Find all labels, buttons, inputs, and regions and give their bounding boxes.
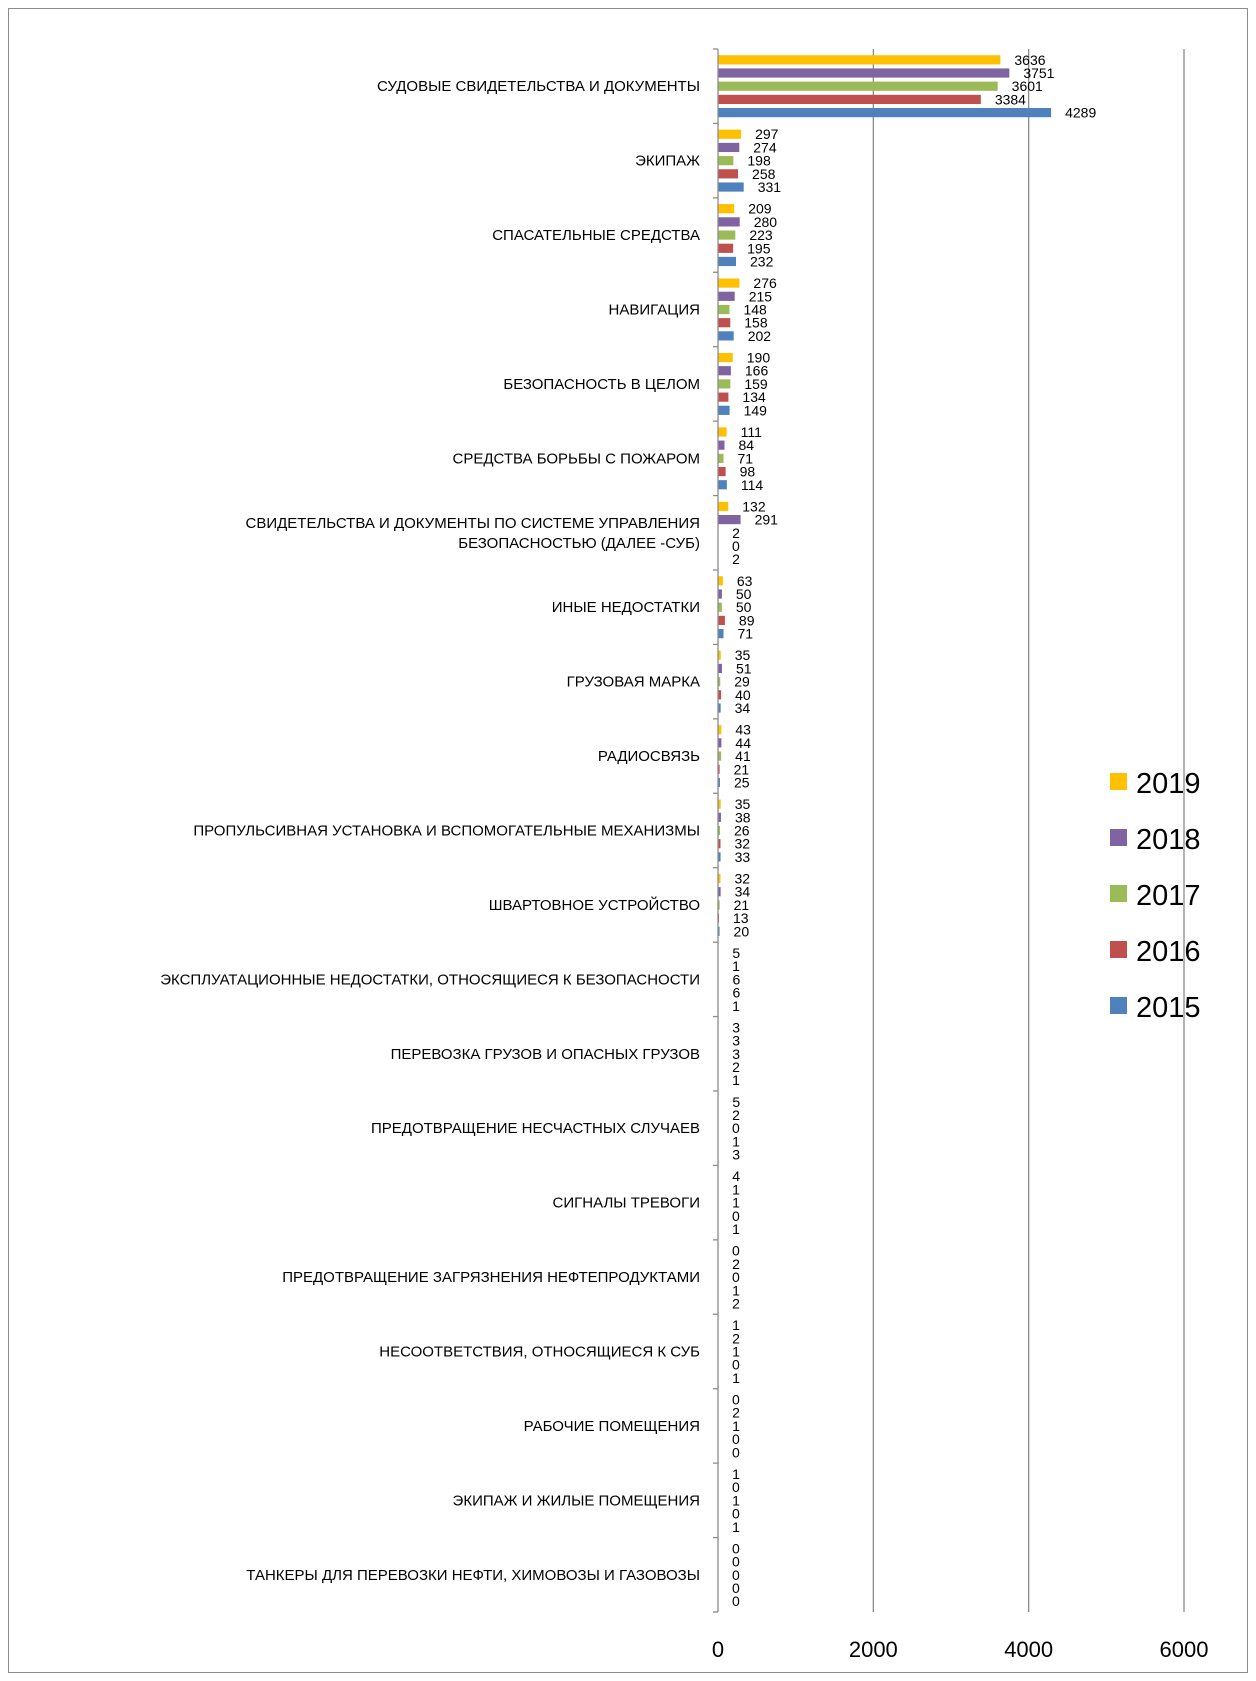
data-label: 158 [744,314,768,331]
legend-label: 2019 [1136,768,1201,800]
data-label: 198 [747,152,771,169]
data-label: 3 [732,1032,741,1049]
x-tick-label: 0 [711,1637,725,1662]
data-label: 43 [735,721,751,738]
legend-label: 2017 [1136,880,1201,912]
data-label: 0 [732,1479,740,1496]
bar [718,318,730,327]
data-label: 258 [752,165,776,182]
bar [718,576,723,585]
bar [718,629,724,638]
data-label: 1 [732,1221,740,1238]
data-label: 0 [732,1207,740,1224]
category-label: ИНЫЕ НЕДОСТАТКИ [551,599,700,617]
data-label: 2 [732,1330,740,1347]
data-label: 114 [740,476,764,493]
bar [718,230,735,239]
bar [718,502,728,511]
category-label: БЕЗОПАСНОСТЬ В ЦЕЛОМ [503,375,700,393]
data-label: 274 [753,139,777,156]
category-label: ТАНКЕРЫ ДЛЯ ПЕРЕВОЗКИ НЕФТИ, ХИМОВОЗЫ И ГАЗОВОЗЫ [246,1566,700,1584]
bar [718,441,725,450]
bar [718,217,740,226]
data-label: 0 [732,1242,740,1259]
data-label: 1 [732,1181,740,1198]
bar [718,143,739,152]
bar [718,331,734,340]
bar [718,279,739,288]
x-tick-label: 6000 [1159,1637,1209,1662]
data-label: 1 [732,1133,740,1150]
bar [718,406,730,415]
data-label: 0 [732,1356,740,1373]
data-label: 41 [735,748,751,765]
bar [718,292,735,301]
data-label: 1 [732,1465,740,1482]
data-label: 0 [732,1593,740,1610]
data-label: 3 [732,1019,741,1036]
bar [718,55,1000,64]
category-label: ПРЕДОТВРАЩЕНИЕ ЗАГРЯЗНЕНИЯ НЕФТЕПРОДУКТАМИ [282,1269,700,1287]
data-label: 0 [732,1540,740,1557]
data-label: 1 [732,1317,740,1334]
data-label: 3 [732,1146,741,1163]
data-label: 38 [734,809,751,826]
legend-swatch [1110,941,1127,958]
bar [718,244,733,253]
category-label: ЭКИПАЖ [635,152,700,170]
data-label: 2 [732,551,740,568]
bar [718,515,741,524]
value-axis [712,49,1209,1662]
data-label: 84 [738,437,755,454]
data-label: 1 [732,1492,740,1509]
data-label: 1 [732,1343,740,1360]
category-label: РАДИОСВЯЗЬ [597,748,700,766]
x-tick-label: 2000 [848,1637,898,1662]
category-label: ЭКИПАЖ И ЖИЛЫЕ ПОМЕЩЕНИЯ [452,1492,700,1510]
data-label: 35 [734,796,751,813]
data-label: 280 [753,213,778,230]
legend-swatch [1110,885,1127,902]
data-labels [732,52,1096,1609]
bar [718,454,724,463]
category-label: СРЕДСТВА БОРЬБЫ С ПОЖАРОМ [452,450,700,468]
data-label: 32 [734,835,751,852]
data-label: 1 [732,958,740,975]
data-label: 3751 [1023,65,1055,82]
data-label: 89 [738,612,755,629]
data-label: 215 [748,288,773,305]
bar [718,108,1051,117]
data-label: 190 [746,349,771,366]
bar [718,427,727,436]
data-label: 159 [744,375,768,392]
data-label: 50 [735,599,752,616]
data-label: 3636 [1014,51,1046,68]
legend-label: 2015 [1136,992,1201,1024]
data-label: 223 [749,227,773,244]
category-label: РАБОЧИЕ ПОМЕЩЕНИЯ [523,1417,700,1435]
data-label: 21 [733,896,750,913]
data-label: 0 [732,1553,740,1570]
data-label: 209 [748,200,772,217]
bar [718,182,744,191]
data-label: 4289 [1065,104,1097,121]
category-label: ЭКСПЛУАТАЦИОННЫЕ НЕДОСТАТКИ, ОТНОСЯЩИЕСЯ К БЕЗОПАСНОСТИ [160,971,700,989]
data-label: 291 [754,511,778,528]
data-label: 4 [732,1168,741,1185]
bar [718,366,731,375]
data-label: 0 [732,1505,740,1522]
category-label: СИГНАЛЫ ТРЕВОГИ [552,1194,700,1212]
data-label: 297 [755,126,779,143]
data-label: 0 [732,1579,740,1596]
data-label: 20 [733,923,750,940]
data-label: 149 [743,402,767,419]
category-labels [160,78,700,1584]
data-label: 0 [732,1566,740,1583]
data-label: 132 [742,498,766,515]
data-label: 1 [732,1518,740,1535]
data-label: 1 [732,1072,740,1089]
legend-swatch [1110,829,1127,846]
bar [718,393,728,402]
data-label: 71 [737,450,754,467]
category-label: ШВАРТОВНОЕ УСТРОЙСТВО [488,896,700,914]
data-label: 3384 [994,91,1026,108]
data-label: 111 [740,423,762,440]
data-label: 6 [732,984,741,1001]
data-label: 34 [734,700,751,717]
data-label: 1 [732,1417,740,1434]
category-label: ПЕРЕВОЗКА ГРУЗОВ И ОПАСНЫХ ГРУЗОВ [390,1045,700,1063]
data-label: 1 [732,1194,740,1211]
data-label: 34 [734,883,751,900]
data-label: 1 [732,1369,740,1386]
data-label: 202 [747,327,772,344]
category-label: НЕСООТВЕТСТВИЯ, ОТНОСЯЩИЕСЯ К СУБ [379,1343,700,1361]
data-label: 21 [733,761,750,778]
bar [718,379,730,388]
data-label: 2 [732,1404,740,1421]
legend [1110,768,1201,1024]
data-label: 40 [735,686,751,703]
data-label: 51 [735,660,752,677]
data-label: 2 [732,1107,740,1124]
bar [718,156,733,165]
data-label: 2 [732,1295,740,1312]
data-label: 5 [732,1093,741,1110]
data-label: 63 [736,572,753,589]
data-label: 71 [737,625,754,642]
data-label: 35 [734,647,751,664]
category-label: СПАСАТЕЛЬНЫЕ СРЕДСТВА [492,227,700,245]
data-label: 1 [732,997,740,1014]
data-label: 0 [732,1431,740,1448]
data-label: 134 [742,389,766,406]
data-label: 166 [744,362,769,379]
data-label: 0 [732,1269,740,1286]
data-label: 276 [753,275,777,292]
bar [718,82,998,91]
data-label: 44 [735,734,751,751]
data-label: 0 [732,537,740,554]
bar [718,95,981,104]
data-label: 50 [735,586,752,603]
bar [718,467,726,476]
data-label: 29 [734,673,750,690]
category-label: БЕЗОПАСНОСТЬЮ (ДАЛЕЕ -СУБ) [458,534,700,552]
data-label: 2 [732,1058,740,1075]
data-label: 195 [747,240,771,257]
data-label: 25 [733,774,750,791]
data-label: 6 [732,971,741,988]
data-label: 0 [732,1120,740,1137]
bar [718,169,738,178]
data-label: 0 [732,1391,740,1408]
category-label: СВИДЕТЕЛЬСТВА И ДОКУМЕНТЫ ПО СИСТЕМЕ УПРАВЛЕНИЯ [245,514,700,532]
data-label: 5 [732,944,741,961]
data-label: 13 [733,910,749,927]
legend-swatch [1110,997,1127,1014]
x-tick-label: 4000 [1004,1637,1054,1662]
data-label: 3 [732,1045,741,1062]
data-label: 26 [734,822,750,839]
data-label: 1 [732,1282,740,1299]
bar [718,616,725,625]
data-label: 2 [732,1255,740,1272]
data-label: 32 [734,870,751,887]
data-label: 33 [734,848,751,865]
data-label: 148 [743,301,767,318]
bar [718,204,734,213]
data-label: 98 [739,463,756,480]
bar [718,130,741,139]
bar [718,257,736,266]
category-label: ГРУЗОВАЯ МАРКА [566,673,700,691]
category-label: ПРОПУЛЬСИВНАЯ УСТАНОВКА И ВСПОМОГАТЕЛЬНЫЕ МЕХАНИЗМЫ [193,822,700,840]
data-label: 2 [732,524,740,541]
legend-swatch [1110,773,1127,790]
legend-label: 2016 [1136,936,1201,968]
data-label: 3601 [1011,78,1043,95]
data-label: 232 [750,253,774,270]
legend-label: 2018 [1136,824,1201,856]
category-label: НАВИГАЦИЯ [608,301,700,319]
bar [718,353,733,362]
bar [718,480,727,489]
data-label: 331 [757,179,782,196]
category-label: ПРЕДОТВРАЩЕНИЕ НЕСЧАСТНЫХ СЛУЧАЕВ [371,1120,700,1138]
bar [718,68,1009,77]
data-label: 0 [732,1444,740,1461]
category-label: СУДОВЫЕ СВИДЕТЕЛЬСТВА И ДОКУМЕНТЫ [377,78,700,96]
bar [718,305,729,314]
